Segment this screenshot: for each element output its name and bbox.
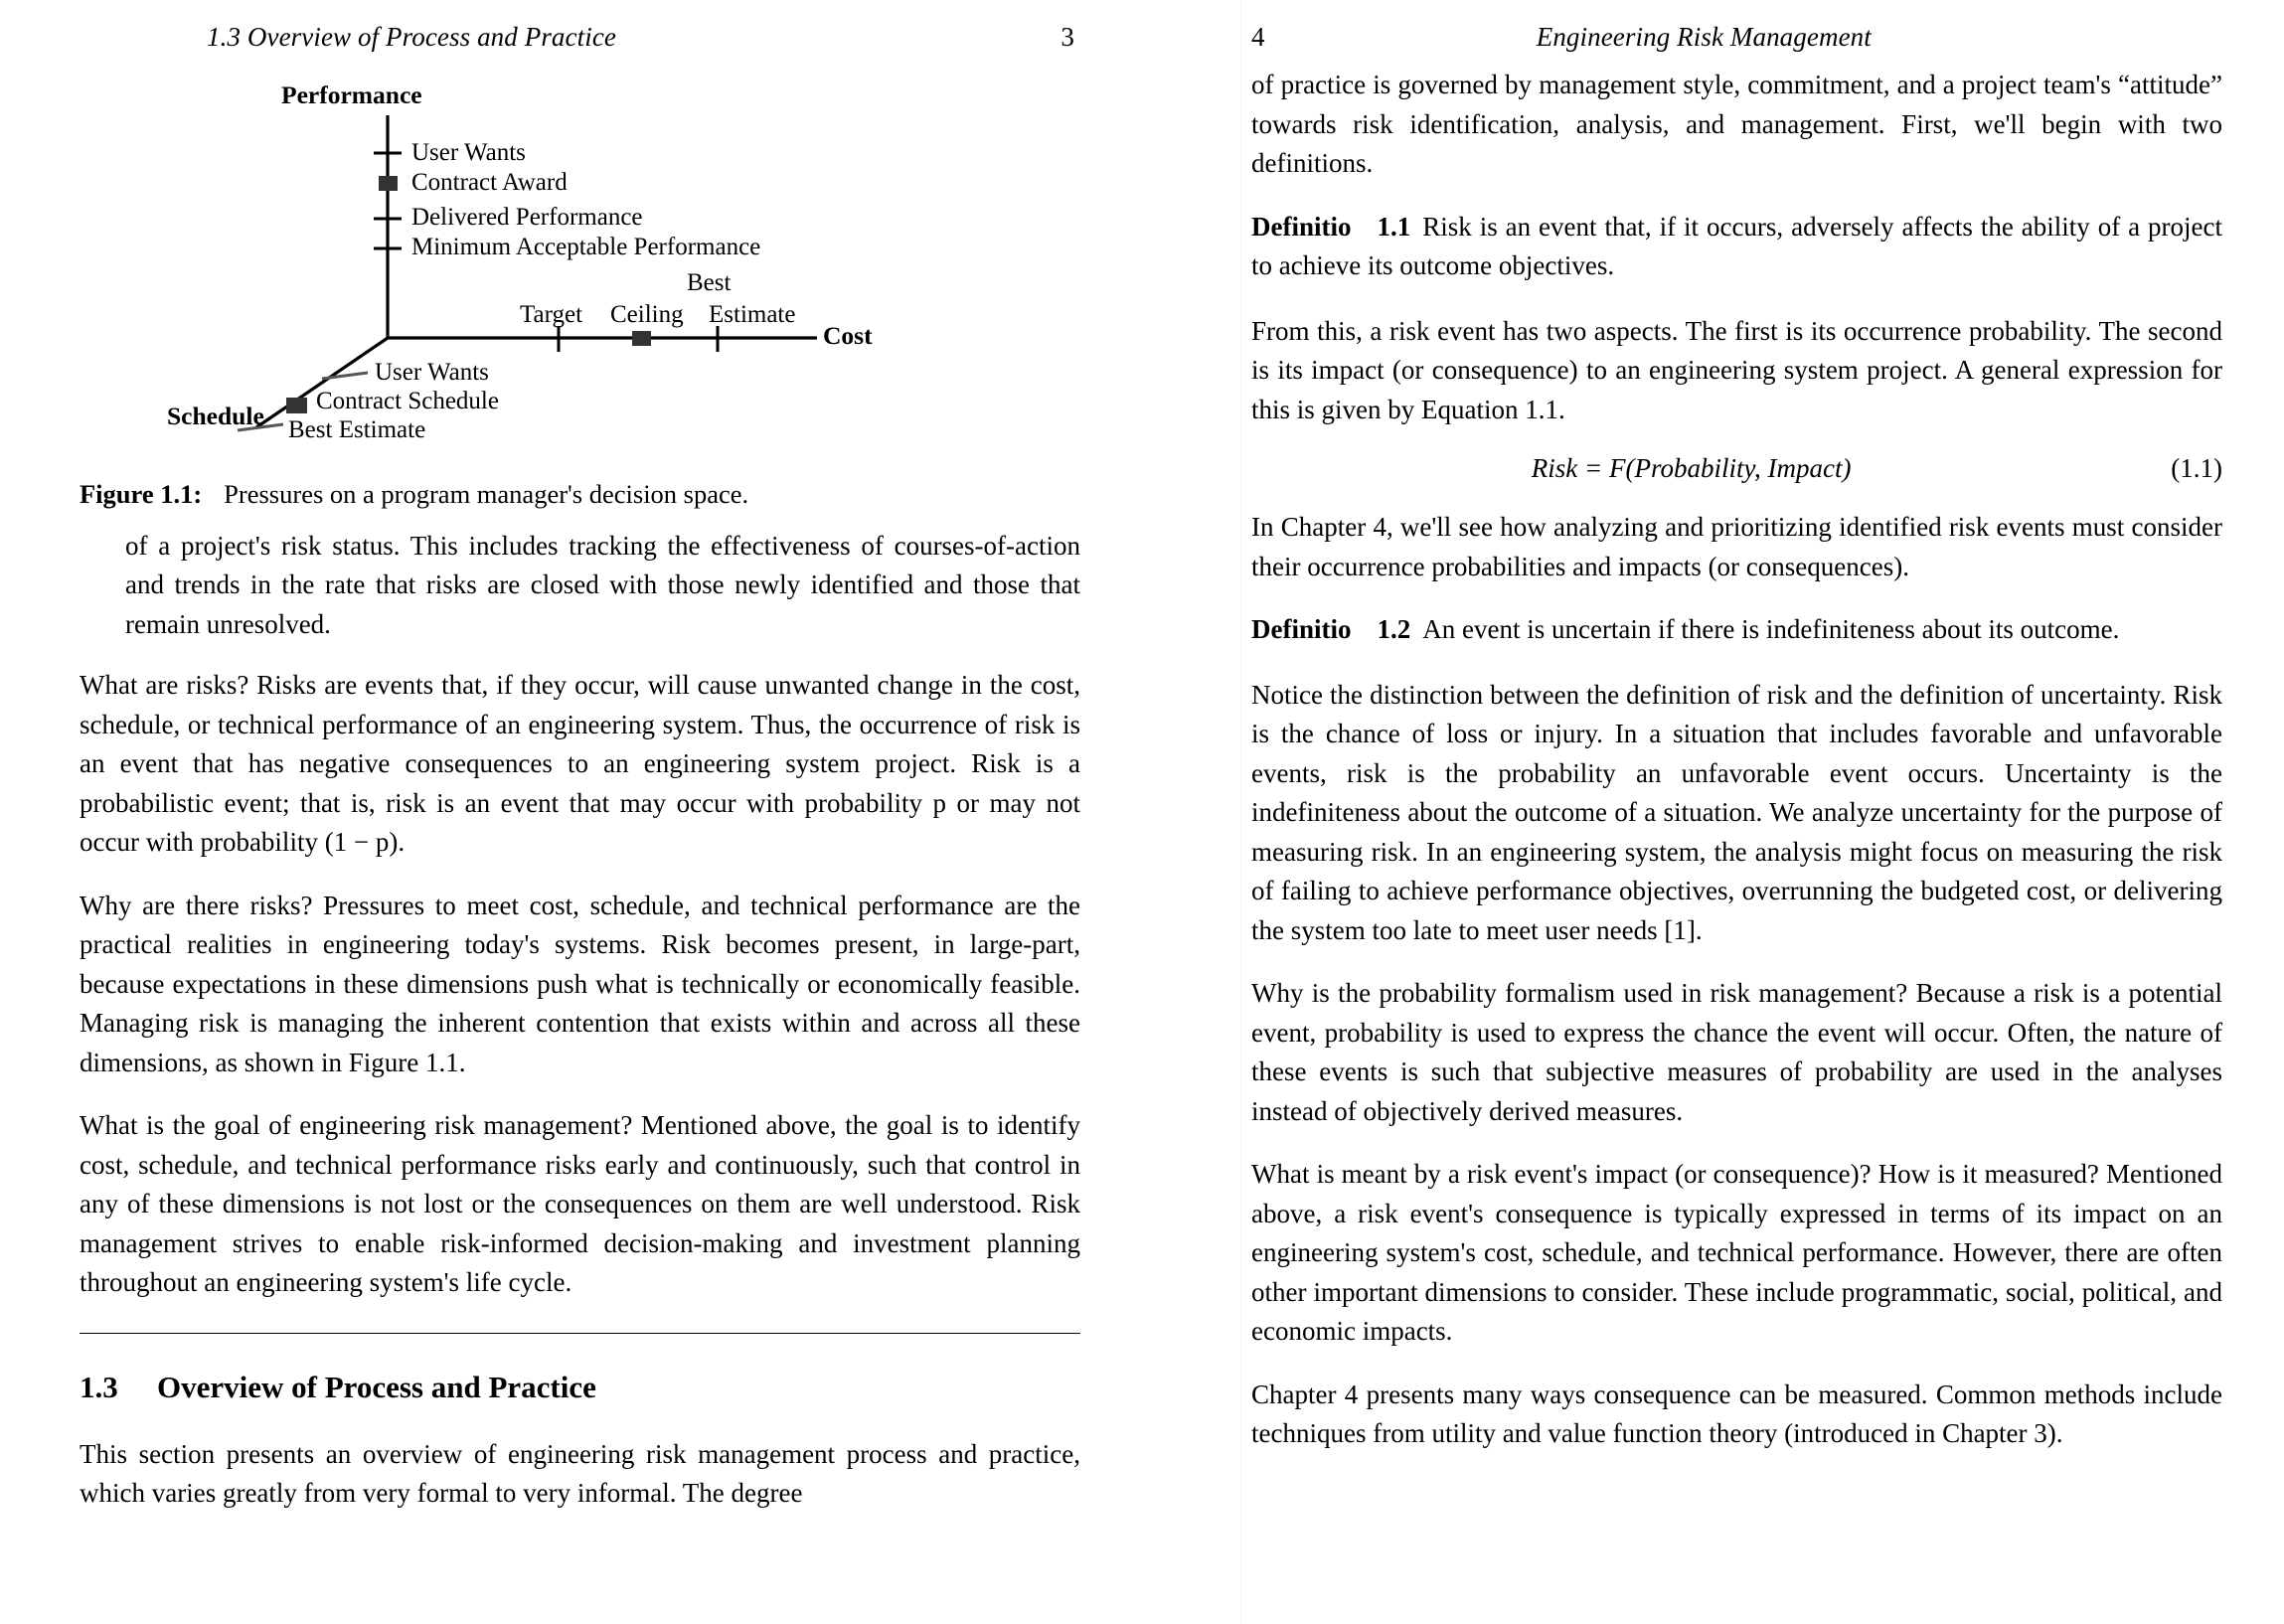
cost-label-target: Target [520, 301, 583, 328]
schedule-label-user-wants: User Wants [375, 359, 489, 386]
performance-label-contract-award: Contract Award [411, 169, 568, 196]
right-paragraph-5: Why is the probability formalism used in risk management? Because a risk is a potential event, probability is used to express the chance the event will occur. Often, the nature of these events is such that subjective measures of probability are used in the analyses instead of objectively derived measures. [1251, 978, 2222, 1126]
figure-caption-label: Figure 1.1: [80, 479, 203, 509]
definition-1-2 [1251, 610, 2222, 650]
right-paragraph-6: What is meant by a risk event's impact (or consequence)? How is it measured? Mentioned above, a risk event's consequence is typically expressed in terms of its impact on an engineering system's cost, schedule, and technical performance. However, there are often other important dimensions to consider. These include programmatic, social, political, and economic impacts. [1251, 1159, 2222, 1346]
performance-label-minimum-acceptable-performance: Minimum Acceptable Performance [411, 234, 761, 260]
cost-marker-ceiling [632, 331, 651, 346]
performance-label-user-wants: User Wants [411, 139, 526, 166]
definition-1-1-number: 1.1 [1377, 211, 1411, 242]
right-paragraph-4: Notice the distinction between the definition of risk and the definition of uncertainty. Risk is the chance of loss or injury. In a situation that includes favorable and unfavorable events, risk is the probability an unfavorable event occurs. Uncertainty is the indefiniteness about the outcome of a situation. We analyze uncertainty for the purpose of measuring risk. In an engineering system, the analysis might focus on measuring the risk of failing to achieve performance objectives, overrunning the budgeted cost, or delivering the system too late to meet user needs [1]. [1251, 679, 2222, 945]
figure-caption-text: Pressures on a program manager's decision space. [224, 479, 749, 509]
caption-spacer [80, 513, 1080, 527]
cost-label-ceiling: Ceiling [610, 301, 684, 328]
definition-1-2-text: An event is uncertain if there is indefiniteness about its outcome. [1422, 614, 2120, 644]
right-running-head-title: Engineering Risk Management [1536, 22, 1872, 52]
right-paragraph-2: From this, a risk event has two aspects. The first is its occurrence probability. The second is its impact (or consequence) to an engineering system project. A general expression for this is given by Equation 1.1. [1251, 315, 2222, 424]
section-title: Overview of Process and Practice [157, 1369, 596, 1404]
definition-1-1-text: Risk is an event that, if it occurs, adversely affects the ability of a project to achieve its outcome objectives. [1251, 211, 2222, 280]
left-paragraph-2: What are risks? Risks are events that, if they occur, will cause unwanted change in the cost, schedule, or technical performance of an engineering system. Thus, the occurrence of risk is an event that has negative consequences to an engineering system project. Risk is a probabilistic event; that is, risk is an event that may occur with probability p or may not occur with probability (1 − p). [80, 670, 1080, 858]
left-paragraph-3: Why are there risks? Pressures to meet cost, schedule, and technical performance are the practical realities in engineering today's systems. Risk becomes present, in large-part, because expectations in these dimensions push what is technically or economically feasible. Managing risk is managing the inherent contention that exists within and across all these dimensions, as shown in Figure 1.1. [80, 890, 1080, 1077]
equation-1-1-body: Risk = F(Probability, Impact) [1531, 453, 1852, 483]
definition-1-1 [1251, 208, 2222, 286]
section-heading [80, 1370, 1080, 1405]
cost-label-estimate: Estimate [709, 301, 796, 328]
left-page-number: 3 [1060, 22, 1074, 52]
schedule-axis-label: Schedule [167, 402, 264, 430]
section-number: 1.3 [80, 1369, 118, 1404]
right-paragraph-1: of practice is governed by management style, commitment, and a project team's “attitude” towards risk identification, analysis, and management. First, we'll begin with two definitions. [1251, 70, 2222, 178]
left-paragraph-1: of a project's risk status. This includes tracking the effectiveness of courses-of-action and trends in the rate that risks are closed with those newly identified and those that remain unresolved. [125, 530, 1080, 639]
cost-label-best: Best [687, 269, 732, 296]
right-paragraph-7: Chapter 4 presents many ways consequence can be measured. Common methods include techniques from utility and value function theory (introduced in Chapter 3). [1251, 1379, 2222, 1448]
section-intro-paragraph: This section presents an overview of engineering risk management process and practice, which varies greatly from very formal to very informal. The degree [80, 1438, 1080, 1509]
definition-1-1-word: Definitio [1251, 211, 1352, 242]
left-paragraph-4: What is the goal of engineering risk management? Mentioned above, the goal is to identify cost, schedule, and technical performance risks early and continuously, such that control in any of these dimensions is not lost or the consequences on them are well understood. Risk management strives to enable risk-informed decision-making and investment planning throughout an engineering system's life cycle. [80, 1110, 1080, 1298]
right-page-number: 4 [1251, 22, 1265, 52]
figure-caption [80, 477, 1080, 513]
schedule-tick-user-wants [322, 373, 368, 379]
right-running-head [1251, 22, 2222, 66]
schedule-label-best-estimate: Best Estimate [288, 416, 426, 443]
definition-1-2-number: 1.2 [1377, 614, 1411, 644]
section-divider-rule [80, 1333, 1080, 1334]
equation-1-1 [1251, 453, 2222, 484]
cost-axis-label: Cost [823, 321, 873, 350]
equation-1-1-number: (1.1) [2171, 453, 2222, 483]
left-running-head [80, 22, 1080, 66]
performance-axis-label: Performance [281, 81, 422, 109]
figure-1-1 [80, 78, 1080, 475]
right-paragraph-3: In Chapter 4, we'll see how analyzing and prioritizing identified risk events must consider their occurrence probabilities and impacts (or consequences). [1251, 512, 2222, 581]
schedule-label-contract-schedule: Contract Schedule [316, 388, 499, 414]
performance-label-delivered-performance: Delivered Performance [411, 204, 643, 231]
schedule-marker-contract-schedule [286, 398, 307, 413]
performance-marker-contract-award [379, 176, 398, 191]
left-running-head-title: 1.3 Overview of Process and Practice [207, 22, 616, 52]
right-page [1148, 0, 2284, 1624]
definition-1-2-word: Definitio [1251, 614, 1352, 644]
